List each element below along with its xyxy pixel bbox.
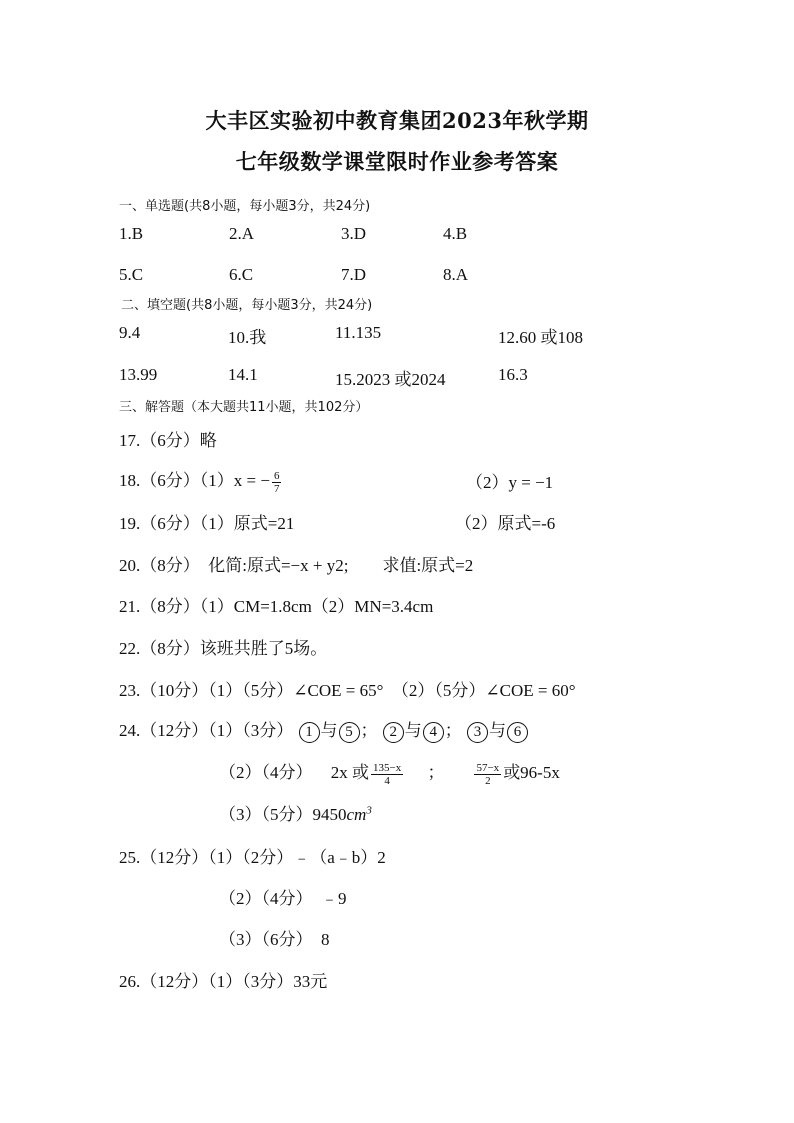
- page-title-1: 大丰区实验初中教育集团2023年秋学期: [205, 108, 589, 133]
- answer-q26: 26.（12分）（1）（3分）33元: [119, 972, 328, 991]
- answer-item: 10.我: [228, 328, 267, 347]
- answer-q24-line2-b: 或96-5x: [503, 763, 560, 782]
- answer-q18-part1: [119, 466, 283, 495]
- pair-joiner: 与: [404, 721, 422, 740]
- answer-q24-line2-prefix: （2）（4分）: [219, 763, 313, 782]
- pair-joiner: 与: [489, 721, 506, 740]
- answer-q17: 17.（6分）略: [119, 431, 217, 450]
- answer-q24-prefix: 24.（12分）（1）（3分）: [119, 721, 294, 740]
- answer-q24-line2-a: 2x 或: [330, 763, 369, 782]
- fraction-denominator: 4: [384, 774, 390, 787]
- section-heading-fill: 二、填空题(共8小题，每小题3分，共24分): [121, 298, 373, 313]
- answer-item: 12.60 或108: [498, 328, 583, 347]
- circled-number: 1: [299, 722, 320, 743]
- fraction-numerator: 135−x: [373, 761, 402, 774]
- answer-q25-line2: （2）（4分） ﹣9: [219, 889, 347, 908]
- section-heading-solve: 三、解答题（本大题共11小题，共102分）: [119, 400, 369, 415]
- answer-q19-part2: （2）原式=-6: [455, 514, 556, 533]
- fraction-denominator: 7: [273, 482, 280, 495]
- answer-q24-line3-value: 9450: [312, 805, 347, 824]
- answer-q25-line1: 25.（12分）（1）（2分）﹣（a﹣b）2: [119, 848, 386, 867]
- section-heading-choice: 一、单选题(共8小题，每小题3分，共24分): [119, 199, 371, 214]
- answer-q23: 23.（10分）（1）（5分）∠COE = 65° （2）（5分）∠COE = 60°: [119, 681, 576, 700]
- circled-number: 6: [507, 722, 528, 743]
- answer-q24-line1: [119, 716, 529, 743]
- fraction-numerator: 6: [273, 469, 280, 482]
- fraction: [371, 762, 403, 787]
- pair-separator: ；: [444, 721, 462, 740]
- answer-item: 5.C: [119, 265, 144, 284]
- answer-q19-part1: 19.（6分）（1）原式=21: [119, 514, 295, 533]
- answer-item: 7.D: [341, 265, 367, 284]
- answer-item: 4.B: [443, 224, 468, 243]
- answer-q24-line2: [219, 758, 560, 787]
- fraction-denominator: 2: [485, 774, 491, 787]
- fraction: [272, 470, 282, 495]
- answer-q22: 22.（8分）该班共胜了5场。: [119, 639, 328, 658]
- answer-q18-part2: （2）y = −1: [466, 473, 554, 492]
- answer-q24-line3-exp: 3: [366, 804, 372, 817]
- page-title-2: 七年级数学课堂限时作业参考答案: [235, 149, 559, 174]
- answer-item: 8.A: [443, 265, 469, 284]
- answer-item: 1.B: [119, 224, 144, 243]
- fraction-numerator: 57−x: [476, 761, 500, 774]
- circled-number: 2: [383, 722, 404, 743]
- answer-q24-line3: [219, 800, 372, 825]
- circled-number: 4: [423, 722, 444, 743]
- answer-item: 2.A: [229, 224, 255, 243]
- answer-item: 3.D: [341, 224, 367, 243]
- answer-q18-prefix: 18.（6分）（1）x = −: [119, 471, 270, 490]
- answer-q21: 21.（8分）（1）CM=1.8cm（2）MN=3.4cm: [119, 597, 434, 616]
- answer-item: 11.135: [335, 323, 382, 342]
- answer-q24-line2-sep: ；: [427, 763, 445, 782]
- answer-item: 9.4: [119, 323, 141, 342]
- circled-number: 3: [467, 722, 488, 743]
- circled-number: 5: [339, 722, 360, 743]
- answer-q24-line3-prefix: （3）（5分）: [219, 805, 313, 824]
- pair-separator: ；: [360, 721, 378, 740]
- answer-q20: 20.（8分） 化简:原式=−x + y2; 求值:原式=2: [119, 556, 474, 575]
- answer-q24-line3-unit: cm: [346, 805, 367, 824]
- answer-item: 14.1: [228, 365, 258, 384]
- pair-joiner: 与: [320, 721, 338, 740]
- fraction: [474, 762, 501, 787]
- answer-item: 13.99: [119, 365, 158, 384]
- answer-item: 15.2023 或2024: [335, 370, 446, 389]
- answer-item: 6.C: [229, 265, 254, 284]
- answer-q25-line3: （3）（6分） 8: [219, 930, 330, 949]
- answer-item: 16.3: [498, 365, 528, 384]
